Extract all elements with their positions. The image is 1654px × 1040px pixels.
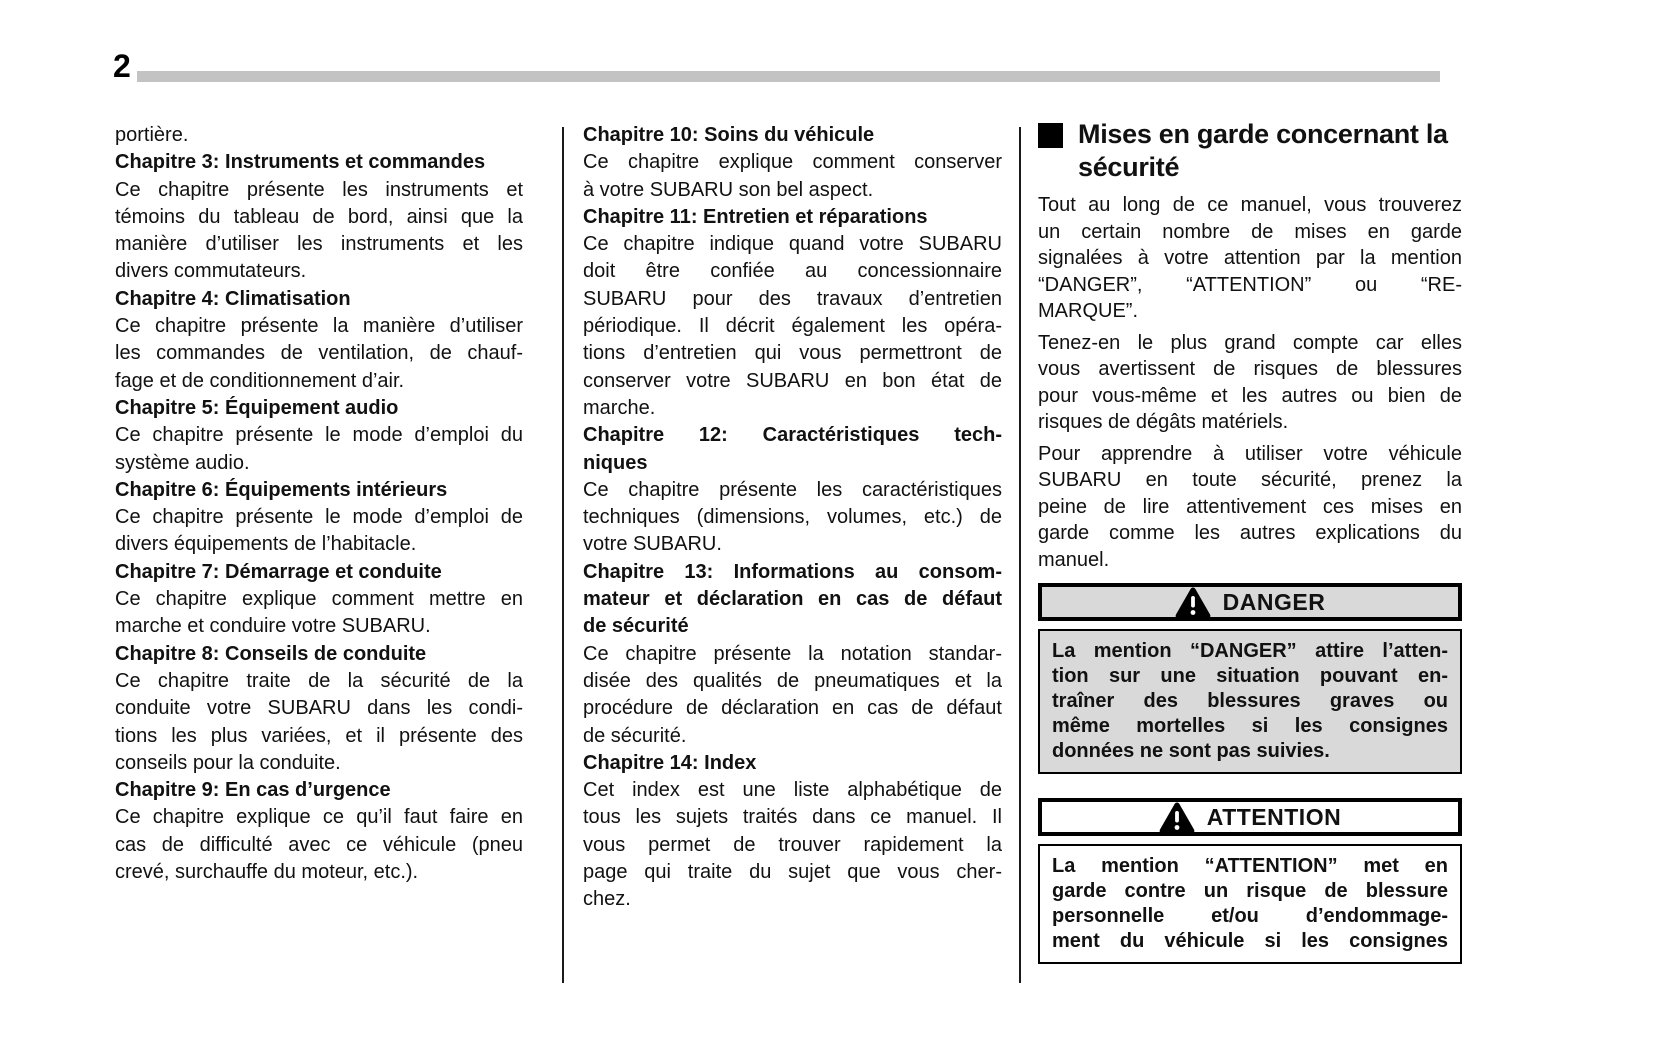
text-line: Ce chapitre présente la notation standar- bbox=[583, 642, 1002, 665]
text-line: conserver votre SUBARU en bon état de bbox=[583, 369, 1002, 392]
text-line: techniques (dimensions, volumes, etc.) de bbox=[583, 506, 1002, 529]
text-paragraph bbox=[115, 122, 523, 149]
attention-header bbox=[1038, 798, 1462, 836]
chapter-heading bbox=[115, 286, 523, 313]
text-paragraph bbox=[583, 641, 1002, 750]
column-divider-right bbox=[1019, 127, 1021, 983]
section-heading-text bbox=[1078, 118, 1448, 184]
text-paragraph bbox=[1038, 192, 1462, 325]
text-line: conduite votre SUBARU dans les condi- bbox=[115, 697, 523, 720]
text-line: périodique. Il décrit également les opéra- bbox=[583, 315, 1002, 338]
text-line: votre SUBARU. bbox=[583, 533, 722, 556]
text-line: traîner des blessures graves ou bbox=[1052, 690, 1448, 712]
text-line: Cet index est une liste alphabétique de bbox=[583, 779, 1002, 802]
text-paragraph bbox=[583, 149, 1002, 204]
text-line: vous avertissent de risques de blessures bbox=[1038, 358, 1462, 380]
text-line: de sécurité bbox=[583, 615, 689, 638]
text-line: marche. bbox=[583, 396, 656, 419]
text-line: de sécurité. bbox=[583, 724, 687, 747]
text-paragraph bbox=[115, 504, 523, 559]
text-line: Ce chapitre indique quand votre SUBARU bbox=[583, 233, 1002, 256]
text-paragraph bbox=[115, 668, 523, 777]
column-chapters-3-9 bbox=[115, 122, 523, 886]
text-line: “DANGER”, “ATTENTION” ou “RE- bbox=[1038, 273, 1462, 296]
text-line: Chapitre 14: Index bbox=[583, 751, 757, 774]
text-paragraph bbox=[583, 477, 1002, 559]
danger-body bbox=[1038, 629, 1462, 774]
text-line: Chapitre 6: Équipements intérieurs bbox=[115, 478, 448, 501]
text-line: procédure de déclaration en cas de défaut bbox=[583, 697, 1002, 720]
text-line: crevé, surchauffe du moteur, etc.). bbox=[115, 861, 419, 884]
text-line: Tout au long de ce manuel, vous trouverez bbox=[1038, 194, 1462, 216]
attention-title: ATTENTION bbox=[1206, 803, 1342, 830]
text-line: disée des qualités de pneumatiques et la bbox=[583, 669, 1002, 692]
text-line: manière d’utiliser les instruments et les bbox=[115, 233, 523, 256]
text-line: Ce chapitre présente le mode d’emploi du bbox=[115, 424, 523, 447]
text-line: Chapitre 9: En cas d’urgence bbox=[115, 779, 391, 802]
text-line: tions d’entretien qui vous permettront de bbox=[583, 342, 1002, 365]
text-paragraph bbox=[1052, 854, 1448, 954]
chapter-heading bbox=[115, 149, 523, 176]
text-line: les commandes de ventilation, de chauf- bbox=[115, 342, 523, 365]
danger-header bbox=[1038, 583, 1462, 621]
text-line: tions les plus variées, et il présente des bbox=[115, 724, 523, 747]
text-paragraph bbox=[583, 231, 1002, 422]
chapter-heading bbox=[115, 477, 523, 504]
black-square-bullet-icon bbox=[1038, 123, 1063, 148]
text-line: Pour apprendre à utiliser votre véhicule bbox=[1038, 442, 1462, 465]
heading-line: Mises en garde concernant la bbox=[1078, 119, 1448, 149]
text-line: Chapitre 8: Conseils de conduite bbox=[115, 642, 427, 665]
text-paragraph bbox=[115, 177, 523, 286]
section-heading-safety bbox=[1038, 118, 1462, 184]
text-paragraph bbox=[1038, 330, 1462, 436]
column-chapters-10-14 bbox=[583, 122, 1002, 914]
text-paragraph bbox=[115, 313, 523, 395]
text-line: divers équipements de l’habitacle. bbox=[115, 533, 417, 556]
text-line: doit être confiée au concessionnaire bbox=[583, 260, 1002, 283]
text-line: Ce chapitre explique comment mettre en bbox=[115, 588, 523, 611]
text-line: un certain nombre de mises en garde bbox=[1038, 220, 1462, 243]
attention-body bbox=[1038, 844, 1462, 964]
chapter-heading bbox=[115, 777, 523, 804]
chapter-heading bbox=[583, 122, 1002, 149]
text-line: MARQUE”. bbox=[1038, 300, 1138, 322]
text-line: portière. bbox=[115, 124, 189, 146]
chapter-heading bbox=[583, 204, 1002, 231]
danger-title: DANGER bbox=[1222, 588, 1326, 615]
text-line: Ce chapitre traite de la sécurité de la bbox=[115, 669, 523, 692]
attention-box bbox=[1038, 798, 1462, 964]
text-line: marche et conduire votre SUBARU. bbox=[115, 615, 431, 638]
chapter-heading bbox=[583, 422, 1002, 477]
text-line: même mortelles si les consignes bbox=[1052, 715, 1448, 737]
page-number: 2 bbox=[113, 48, 131, 84]
text-line: niques bbox=[583, 451, 648, 474]
text-line: pour vous-même et les autres ou bien de bbox=[1038, 384, 1462, 407]
text-line: divers commutateurs. bbox=[115, 260, 307, 283]
text-line: Chapitre 12: Caractéristiques tech- bbox=[583, 424, 1002, 447]
text-line: tion sur une situation pouvant en- bbox=[1052, 665, 1448, 687]
text-line: risques de dégâts matériels. bbox=[1038, 411, 1289, 433]
text-line: Ce chapitre présente les caractéristiques bbox=[583, 478, 1002, 501]
column-safety-notices bbox=[1038, 118, 1462, 964]
text-line: Chapitre 7: Démarrage et conduite bbox=[115, 560, 442, 583]
text-line: système audio. bbox=[115, 451, 250, 474]
text-line: signalées à votre attention par la mention bbox=[1038, 247, 1462, 269]
text-line: Ce chapitre présente les instruments et bbox=[115, 178, 523, 201]
text-line: personnelle et/ou d’endommage- bbox=[1052, 905, 1448, 927]
text-line: Chapitre 11: Entretien et réparations bbox=[583, 205, 928, 228]
chapter-heading bbox=[115, 559, 523, 586]
text-line: cas de difficulté avec ce véhicule (pneu bbox=[115, 833, 523, 856]
text-line: Chapitre 10: Soins du véhicule bbox=[583, 124, 875, 146]
chapter-heading bbox=[583, 750, 1002, 777]
text-line: manuel. bbox=[1038, 548, 1110, 571]
heading-line: sécurité bbox=[1078, 152, 1180, 182]
text-line: tous les sujets traités dans ce manuel. Il bbox=[583, 806, 1002, 829]
text-paragraph bbox=[583, 777, 1002, 913]
text-line: mateur et déclaration en cas de défaut bbox=[583, 588, 1002, 611]
text-line: garde contre un risque de blessure bbox=[1052, 880, 1448, 902]
text-paragraph bbox=[1052, 639, 1448, 764]
text-line: peine de lire attentivement ces mises en bbox=[1038, 495, 1462, 518]
warning-triangle-icon bbox=[1175, 587, 1211, 618]
text-line: La mention “DANGER” attire l’atten- bbox=[1052, 640, 1448, 662]
text-line: Chapitre 13: Informations au consom- bbox=[583, 560, 1002, 583]
text-line: conseils pour la conduite. bbox=[115, 751, 341, 774]
text-line: données ne sont pas suivies. bbox=[1052, 740, 1330, 762]
text-line: Ce chapitre explique ce qu’il faut faire en bbox=[115, 806, 523, 829]
text-line: fage et de conditionnement d’air. bbox=[115, 369, 405, 392]
text-line: chez. bbox=[583, 888, 631, 911]
warning-triangle-icon bbox=[1159, 802, 1195, 833]
text-line: Chapitre 5: Équipement audio bbox=[115, 396, 399, 419]
text-paragraph bbox=[115, 586, 523, 641]
text-line: témoins du tableau de bord, ainsi que la bbox=[115, 205, 523, 228]
chapter-heading bbox=[115, 641, 523, 668]
text-line: Chapitre 3: Instruments et commandes bbox=[115, 151, 486, 174]
text-line: garde comme les autres explications du bbox=[1038, 522, 1462, 544]
text-line: SUBARU pour des travaux d’entretien bbox=[583, 287, 1002, 310]
column-divider-left bbox=[562, 127, 564, 983]
chapter-heading bbox=[115, 395, 523, 422]
text-paragraph bbox=[115, 804, 523, 886]
danger-box bbox=[1038, 583, 1462, 774]
header-rule bbox=[137, 71, 1440, 82]
text-line: ment du véhicule si les consignes bbox=[1052, 930, 1448, 952]
safety-intro-paragraphs bbox=[1038, 192, 1462, 573]
text-line: La mention “ATTENTION” met en bbox=[1052, 855, 1448, 877]
text-line: Ce chapitre explique comment conserver bbox=[583, 151, 1002, 174]
text-paragraph bbox=[115, 422, 523, 477]
text-line: vous permet de trouver rapidement la bbox=[583, 833, 1002, 856]
text-line: Ce chapitre présente le mode d’emploi de bbox=[115, 506, 523, 529]
text-line: SUBARU en toute sécurité, prenez la bbox=[1038, 469, 1462, 491]
text-paragraph bbox=[1038, 441, 1462, 574]
text-line: Tenez-en le plus grand compte car elles bbox=[1038, 331, 1462, 354]
text-line: Chapitre 4: Climatisation bbox=[115, 287, 351, 310]
text-line: page qui traite du sujet que vous cher- bbox=[583, 861, 1002, 884]
chapter-heading bbox=[583, 559, 1002, 641]
text-line: à votre SUBARU son bel aspect. bbox=[583, 178, 874, 201]
text-line: Ce chapitre présente la manière d’utiliser bbox=[115, 315, 523, 338]
